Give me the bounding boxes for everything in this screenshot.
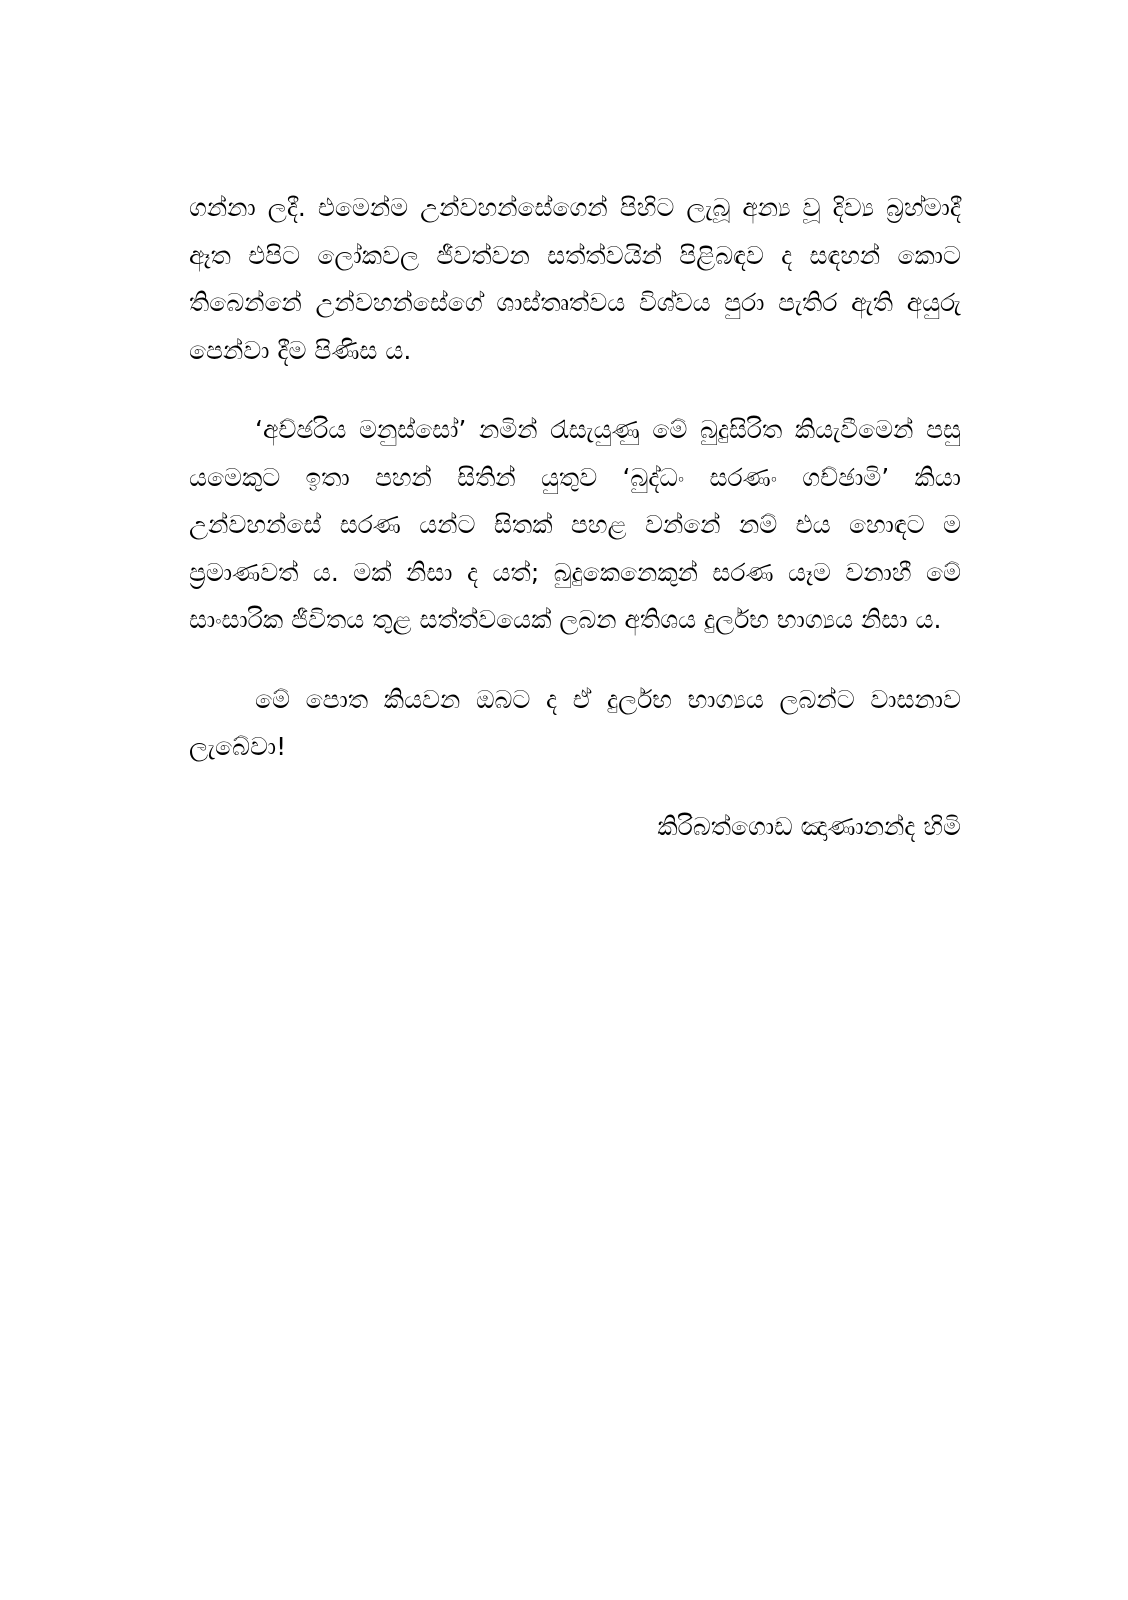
paragraph-refuge: ‘අච්ඡරිය මනුස්සෝ’ නමින් රැසැයුණු මේ බුදුසිරිත කියැවීමෙන් පසු යමෙකුට ඉතා පහන් සිතින් යුතුව ‘බුද්ධං සරණං ගච්ඡාමි’ කියා උන්වහන්සේ සරණ යන්ට සිතක් පහළ වන්නේ නම් එය හොඳට ම ප්‍රමාණවත් ය. මක් නිසා ද යත්; බුදුකෙනෙකුන් සරණ යෑම වනාහී මේ සාංසාරික ජීවිතය තුළ සත්ත්වයෙක් ලබන අතිශය දුර්ලභ භාග්‍යය නිසා ය. <box>189 415 961 634</box>
paragraph-blessing: මේ පොත කියවන ඔබට ද ඒ දුර්ලභ භාග්‍යය ලබන්ට වාසනාව ලැබේවා! <box>189 684 961 761</box>
author-signature: කිරිබත්ගොඩ ඤාණානන්ද හිමි <box>657 811 961 841</box>
paragraph-continuation: ගන්නා ලදී. එමෙන්ම උන්වහන්සේගෙන් පිහිට ලැබූ අන්‍ය වූ දිව්‍ය බ්‍රහ්මාදී ඈත එපිට ලෝකවල ජීවත්වන සත්ත්වයින් පිළිබඳව ද සඳහන් කොට තිබෙන්නේ උන්වහන්සේගේ ශාස්තෘත්වය විශ්වය පුරා පැතිර ඇති අයුරු පෙන්වා දීම පිණිස ය. <box>189 193 961 365</box>
body-text <box>189 184 961 850</box>
